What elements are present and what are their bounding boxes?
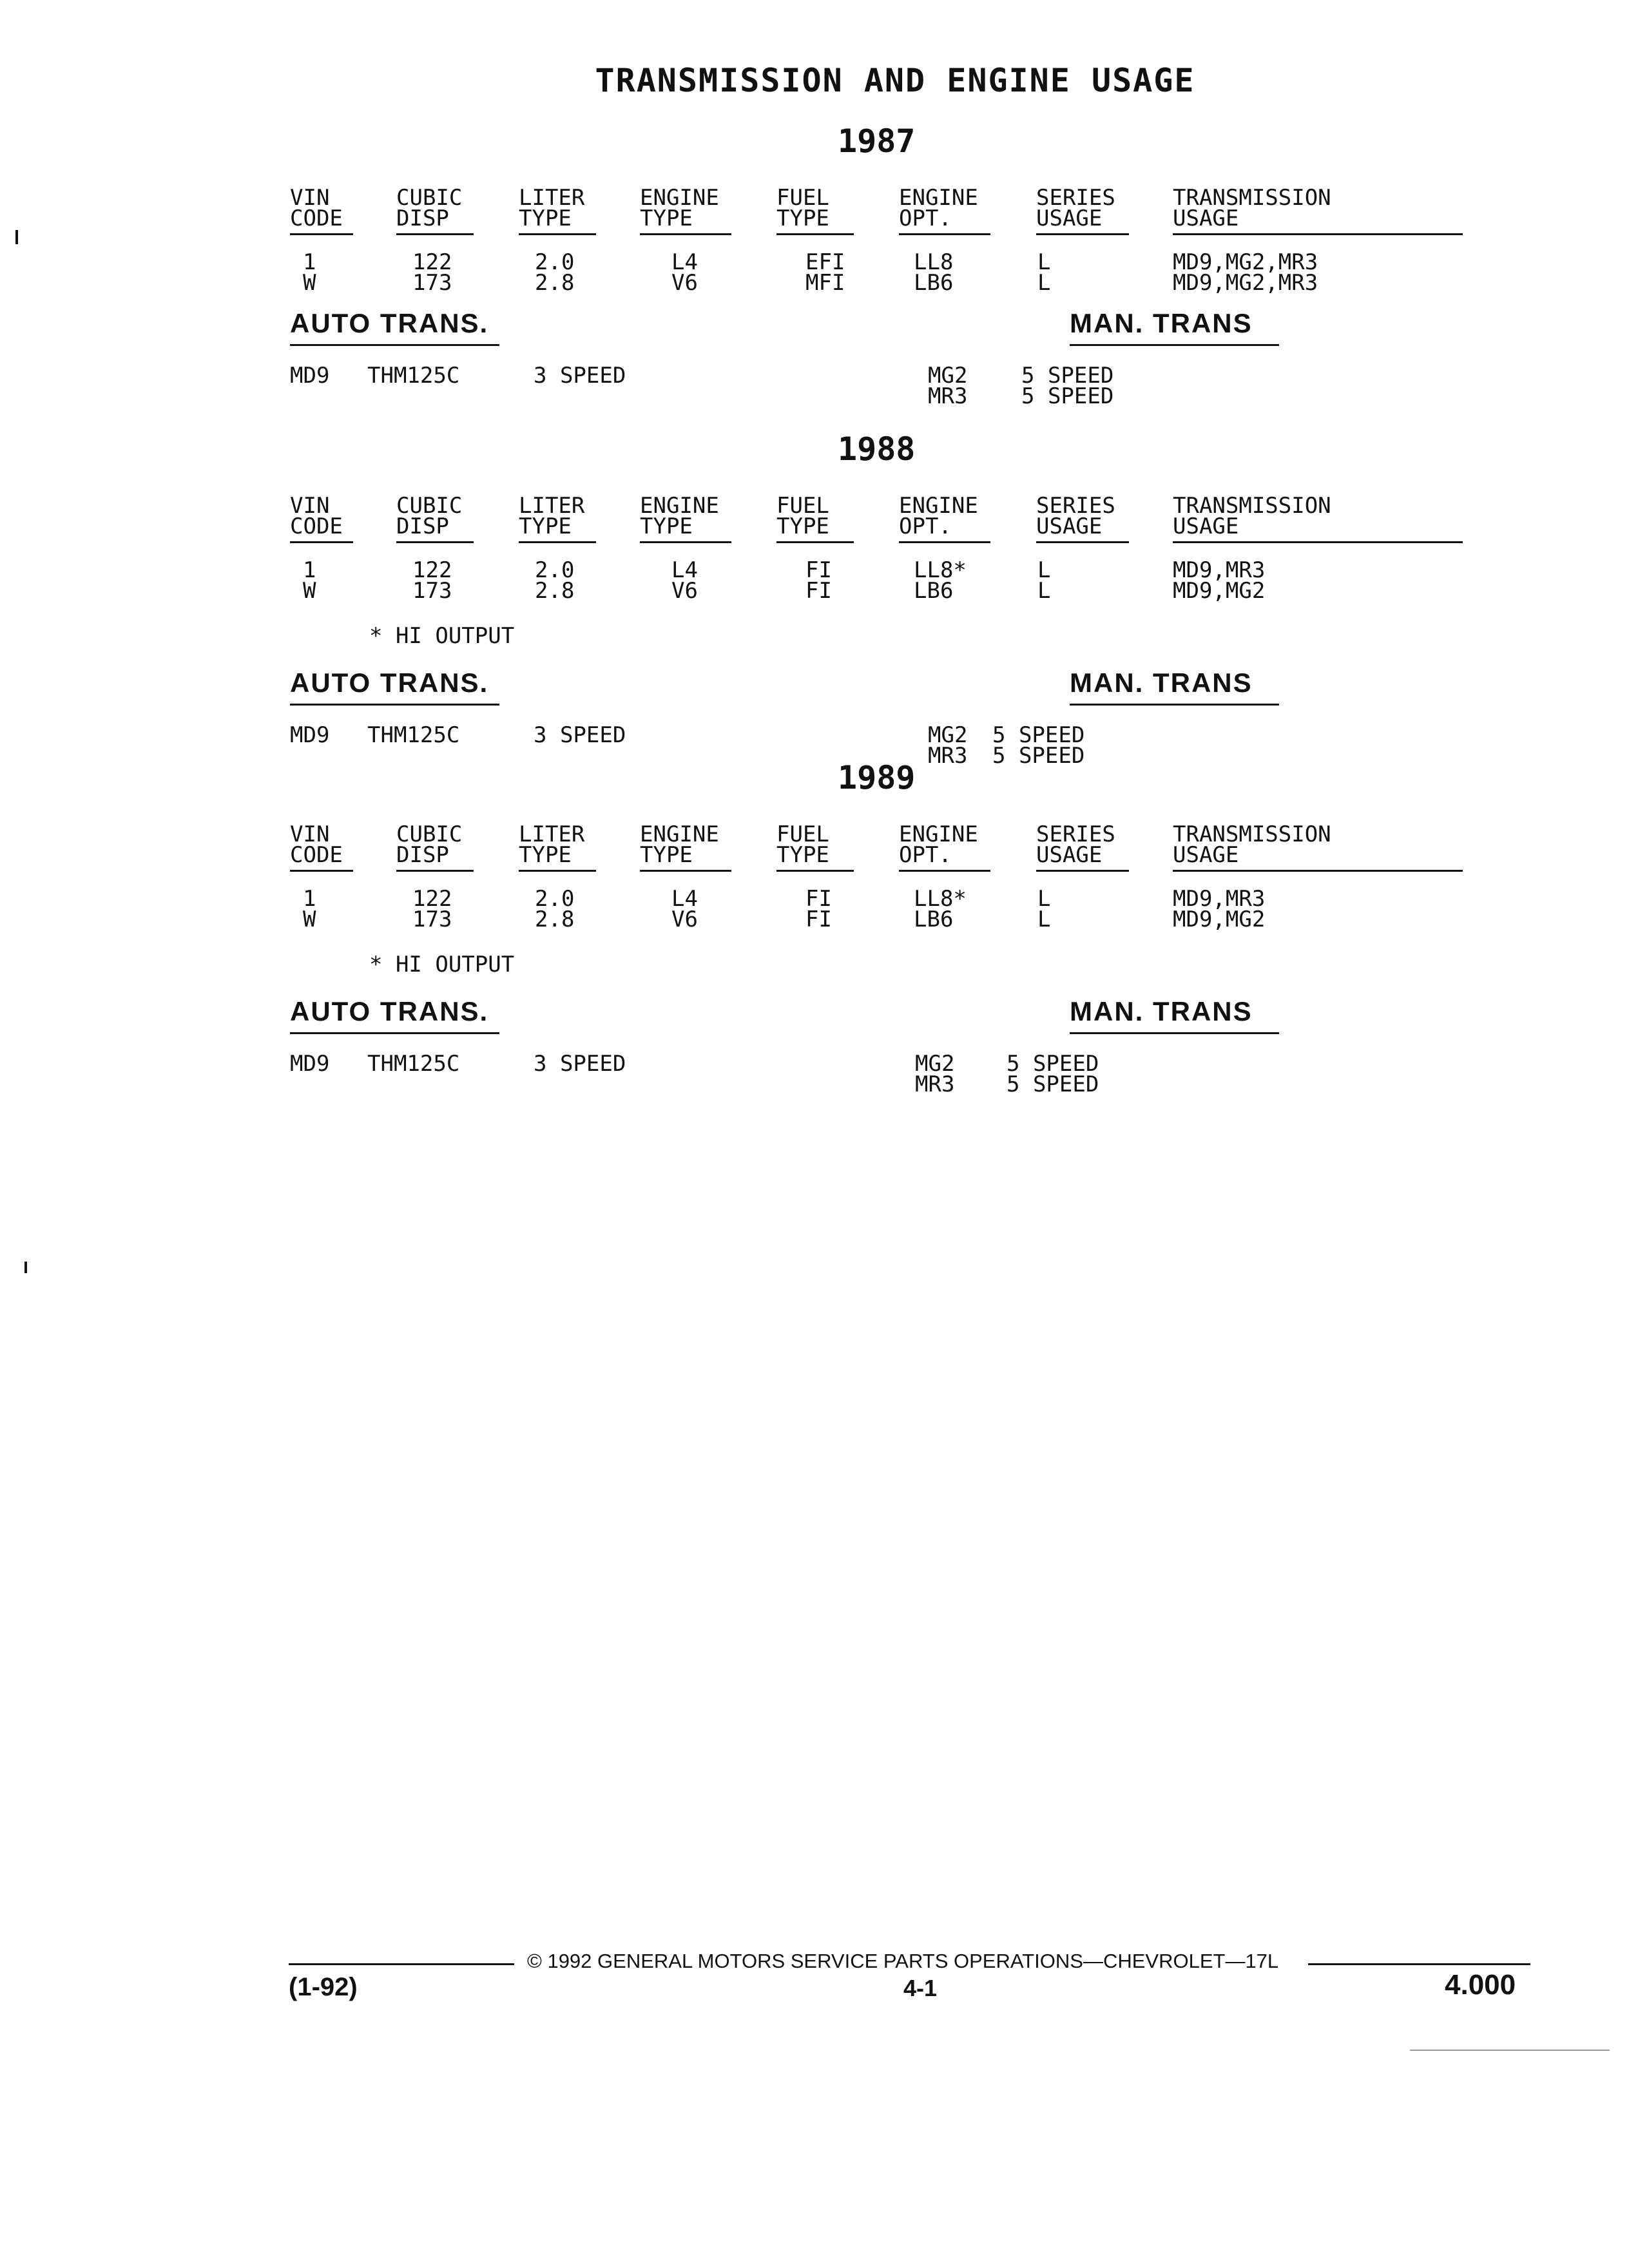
auto-trans-code: MD9: [290, 722, 330, 748]
cell-engine-opt: LL8*: [914, 886, 967, 912]
man-trans-code: MR3: [928, 383, 968, 409]
cell-fuel: FI: [805, 578, 832, 604]
scan-line-artifact: [1410, 2050, 1610, 2051]
column-header-cubic-line2: DISP: [396, 842, 449, 868]
column-header-engine-type-line2: TYPE: [640, 206, 693, 231]
column-header-fuel-line2: TYPE: [776, 514, 829, 539]
column-header-liter-line2: TYPE: [519, 514, 572, 539]
cell-liter: 2.0: [535, 557, 575, 583]
cell-transmission: MD9,MG2: [1173, 578, 1266, 604]
column-header-engine-opt: ENGINE: [899, 822, 978, 847]
cell-vin: W: [303, 907, 316, 932]
column-header-underline: [899, 541, 990, 543]
column-header-cubic: CUBIC: [396, 822, 463, 847]
column-header-underline: [776, 233, 854, 235]
page-title: TRANSMISSION AND ENGINE USAGE: [595, 62, 1195, 99]
auto-trans-name: THM125C: [367, 722, 460, 748]
cell-fuel: FI: [805, 907, 832, 932]
man-trans-underline: [1070, 704, 1279, 706]
auto-trans-underline: [290, 344, 499, 346]
column-header-underline: [396, 870, 474, 872]
column-header-engine-opt-line2: OPT.: [899, 206, 952, 231]
cell-series: L: [1037, 249, 1051, 275]
cell-series: L: [1037, 557, 1051, 583]
column-header-underline: [396, 541, 474, 543]
auto-trans-underline: [290, 1032, 499, 1034]
column-header-engine-type-line2: TYPE: [640, 842, 693, 868]
auto-trans-speed: 3 SPEED: [534, 722, 626, 748]
footer-rule-right: [1308, 1963, 1530, 1965]
column-header-fuel: FUEL: [776, 185, 829, 211]
cell-liter: 2.0: [535, 249, 575, 275]
column-header-transmission-line2: USAGE: [1173, 842, 1239, 868]
column-header-underline: [1036, 541, 1129, 543]
column-header-fuel: FUEL: [776, 822, 829, 847]
man-trans-code: MR3: [915, 1072, 955, 1097]
man-trans-speed: 5 SPEED: [1007, 1072, 1099, 1097]
column-header-underline: [519, 541, 596, 543]
column-header-underline: [899, 870, 990, 872]
column-header-underline: [1173, 870, 1463, 872]
column-header-liter-line2: TYPE: [519, 842, 572, 868]
column-header-transmission: TRANSMISSION: [1173, 493, 1331, 519]
column-header-underline: [519, 233, 596, 235]
column-header-underline: [1173, 233, 1463, 235]
column-header-cubic: CUBIC: [396, 493, 463, 519]
cell-transmission: MD9,MG2: [1173, 907, 1266, 932]
man-trans-code: MG2: [928, 363, 968, 389]
cell-transmission: MD9,MR3: [1173, 886, 1266, 912]
footer-rule-left: [289, 1963, 514, 1965]
cell-liter: 2.0: [535, 886, 575, 912]
binding-mark: [24, 1262, 27, 1273]
column-header-underline: [1173, 541, 1463, 543]
cell-engine-opt: LL8: [914, 249, 954, 275]
column-header-fuel-line2: TYPE: [776, 842, 829, 868]
auto-trans-heading: AUTO TRANS.: [290, 996, 489, 1026]
cell-series: L: [1037, 578, 1051, 604]
cell-fuel: FI: [805, 557, 832, 583]
section-year: 1989: [838, 759, 916, 796]
column-header-vin-line2: CODE: [290, 514, 343, 539]
column-header-engine-type-line2: TYPE: [640, 514, 693, 539]
cell-vin: W: [303, 578, 316, 604]
cell-transmission: MD9,MR3: [1173, 557, 1266, 583]
auto-trans-underline: [290, 704, 499, 706]
cell-engine-opt: LL8*: [914, 557, 967, 583]
column-header-vin: VIN: [290, 185, 330, 211]
cell-engine-type: L4: [671, 249, 698, 275]
column-header-liter-line2: TYPE: [519, 206, 572, 231]
cell-cubic: 122: [412, 557, 452, 583]
column-header-engine-opt: ENGINE: [899, 493, 978, 519]
column-header-underline: [290, 233, 353, 235]
man-trans-underline: [1070, 344, 1279, 346]
column-header-underline: [290, 870, 353, 872]
column-header-series-line2: USAGE: [1036, 842, 1103, 868]
column-header-cubic-line2: DISP: [396, 514, 449, 539]
column-header-vin: VIN: [290, 493, 330, 519]
cell-liter: 2.8: [535, 270, 575, 296]
auto-trans-name: THM125C: [367, 1051, 460, 1077]
column-header-underline: [519, 870, 596, 872]
footer-section-number: 4.000: [1445, 1969, 1516, 2001]
man-trans-heading: MAN. TRANS: [1070, 308, 1253, 338]
column-header-engine-type: ENGINE: [640, 493, 719, 519]
cell-cubic: 173: [412, 907, 452, 932]
cell-vin: 1: [303, 557, 316, 583]
auto-trans-speed: 3 SPEED: [534, 1051, 626, 1077]
cell-series: L: [1037, 907, 1051, 932]
cell-fuel: FI: [805, 886, 832, 912]
man-trans-heading: MAN. TRANS: [1070, 668, 1253, 698]
auto-trans-code: MD9: [290, 363, 330, 389]
man-trans-speed: 5 SPEED: [992, 743, 1085, 769]
footer-copyright: © 1992 GENERAL MOTORS SERVICE PARTS OPERATIONS—CHEVROLET—17L: [527, 1950, 1279, 1972]
column-header-cubic-line2: DISP: [396, 206, 449, 231]
man-trans-underline: [1070, 1032, 1279, 1034]
column-header-fuel-line2: TYPE: [776, 206, 829, 231]
auto-trans-code: MD9: [290, 1051, 330, 1077]
column-header-underline: [640, 870, 731, 872]
column-header-liter: LITER: [519, 493, 585, 519]
man-trans-speed: 5 SPEED: [1007, 1051, 1099, 1077]
column-header-series: SERIES: [1036, 493, 1115, 519]
cell-vin: 1: [303, 249, 316, 275]
column-header-transmission: TRANSMISSION: [1173, 185, 1331, 211]
column-header-vin: VIN: [290, 822, 330, 847]
cell-engine-type: V6: [671, 907, 698, 932]
cell-liter: 2.8: [535, 578, 575, 604]
column-header-underline: [899, 233, 990, 235]
footer-date: (1-92): [289, 1973, 358, 2001]
column-header-liter: LITER: [519, 822, 585, 847]
column-header-engine-opt-line2: OPT.: [899, 842, 952, 868]
cell-cubic: 122: [412, 249, 452, 275]
column-header-underline: [1036, 870, 1129, 872]
section-year: 1988: [838, 430, 916, 468]
cell-engine-opt: LB6: [914, 270, 954, 296]
column-header-underline: [776, 541, 854, 543]
cell-cubic: 173: [412, 578, 452, 604]
man-trans-code: MR3: [928, 743, 968, 769]
section-year: 1987: [838, 122, 916, 160]
column-header-transmission-line2: USAGE: [1173, 514, 1239, 539]
column-header-underline: [396, 233, 474, 235]
man-trans-code: MG2: [928, 722, 968, 748]
cell-vin: W: [303, 270, 316, 296]
column-header-series-line2: USAGE: [1036, 206, 1103, 231]
column-header-engine-type: ENGINE: [640, 185, 719, 211]
auto-trans-heading: AUTO TRANS.: [290, 308, 489, 338]
column-header-transmission: TRANSMISSION: [1173, 822, 1331, 847]
cell-engine-opt: LB6: [914, 578, 954, 604]
column-header-transmission-line2: USAGE: [1173, 206, 1239, 231]
cell-series: L: [1037, 886, 1051, 912]
man-trans-speed: 5 SPEED: [1021, 363, 1114, 389]
cell-series: L: [1037, 270, 1051, 296]
column-header-underline: [290, 541, 353, 543]
column-header-underline: [640, 541, 731, 543]
column-header-underline: [776, 870, 854, 872]
cell-transmission: MD9,MG2,MR3: [1173, 270, 1318, 296]
column-header-vin-line2: CODE: [290, 842, 343, 868]
column-header-underline: [640, 233, 731, 235]
man-trans-speed: 5 SPEED: [992, 722, 1085, 748]
man-trans-speed: 5 SPEED: [1021, 383, 1114, 409]
cell-engine-opt: LB6: [914, 907, 954, 932]
cell-cubic: 122: [412, 886, 452, 912]
column-header-engine-opt-line2: OPT.: [899, 514, 952, 539]
column-header-cubic: CUBIC: [396, 185, 463, 211]
column-header-liter: LITER: [519, 185, 585, 211]
column-header-series-line2: USAGE: [1036, 514, 1103, 539]
cell-engine-type: L4: [671, 557, 698, 583]
auto-trans-name: THM125C: [367, 363, 460, 389]
man-trans-code: MG2: [915, 1051, 955, 1077]
column-header-fuel: FUEL: [776, 493, 829, 519]
cell-liter: 2.8: [535, 907, 575, 932]
cell-cubic: 173: [412, 270, 452, 296]
cell-engine-type: V6: [671, 270, 698, 296]
cell-fuel: EFI: [805, 249, 845, 275]
column-header-series: SERIES: [1036, 185, 1115, 211]
column-header-engine-opt: ENGINE: [899, 185, 978, 211]
cell-engine-type: V6: [671, 578, 698, 604]
column-header-series: SERIES: [1036, 822, 1115, 847]
column-header-vin-line2: CODE: [290, 206, 343, 231]
cell-vin: 1: [303, 886, 316, 912]
footnote-hi-output: * HI OUTPUT: [369, 623, 515, 649]
column-header-underline: [1036, 233, 1129, 235]
man-trans-heading: MAN. TRANS: [1070, 996, 1253, 1026]
cell-engine-type: L4: [671, 886, 698, 912]
footnote-hi-output: * HI OUTPUT: [369, 952, 515, 977]
binding-mark: [15, 230, 18, 244]
cell-transmission: MD9,MG2,MR3: [1173, 249, 1318, 275]
cell-fuel: MFI: [805, 270, 845, 296]
auto-trans-heading: AUTO TRANS.: [290, 668, 489, 698]
footer-page-number: 4-1: [903, 1975, 938, 2001]
column-header-engine-type: ENGINE: [640, 822, 719, 847]
auto-trans-speed: 3 SPEED: [534, 363, 626, 389]
